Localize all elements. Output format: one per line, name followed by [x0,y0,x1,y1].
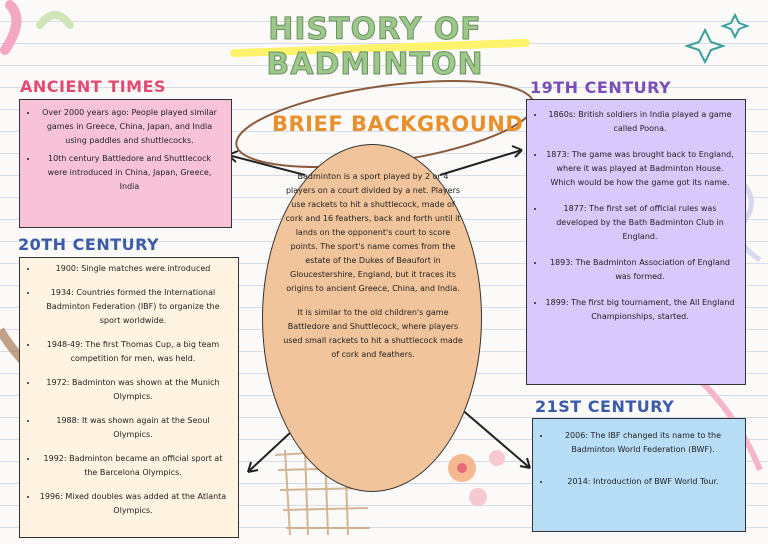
20th-item: • 1996: Mixed doubles was added at the Atlanta Olympics. [38,490,228,518]
19th-item: • 1899: The first big tournament, the All England Championships, started. [545,296,735,324]
21st-century-heading: 21ST CENTURY [535,397,675,416]
ancient-times-heading: ANCIENT TIMES [20,77,167,96]
20th-item: • 1992: Badminton became an official sport at the Barcelona Olympics. [38,452,228,480]
19th-century-box [526,99,746,385]
20th-item: • 1934: Countries formed the International Badminton Federation (IBF) to organize the sport worldwide. [38,286,228,328]
19th-item: • 1893: The Badminton Association of England was formed. [545,256,735,284]
20th-item: • 1988: It was shown again at the Seoul Olympics. [38,414,228,442]
brief-background-heading: BRIEF BACKGROUND [272,112,524,136]
center-text [282,170,464,372]
20th-century-box [19,257,239,538]
20th-century-heading: 20TH CENTURY [18,235,160,254]
19th-century-heading: 19TH CENTURY [530,78,672,97]
21st-item: • 2006: The IBF changed its name to the Badminton World Federation (BWF). [551,429,735,457]
flower-small-decoration [469,488,487,506]
flower-small-decoration-2 [489,450,505,466]
pink-squiggle-decoration [5,5,16,50]
20th-item: • 1900: Single matches were introduced [38,262,228,276]
19th-item: • 1860s: British soldiers in India played a game called Poona. [545,108,735,136]
center-paragraph-2: It is similar to the old children's game Battledore and Shuttlecock, where players used small rackets to hit a shuttlecock made of cork and feathers. [283,308,463,359]
green-squiggle-decoration [40,15,70,25]
sparkle-icon [687,30,723,62]
ancient-item: • Over 2000 years ago: People played similar games in Greece, China, Japan, and India using paddles and shuttlecocks. [38,106,221,148]
19th-item: • 1877: The first set of official rules was developed by the Bath Badminton Club in England. [545,202,735,244]
21st-century-box [532,418,746,532]
page-title: HISTORY OF BADMINTON [266,12,484,82]
ancient-item: • 10th century Battledore and Shuttlecock were introduced in China, Japan, Greece, India [38,152,221,194]
center-paragraph-1: Badminton is a sport played by 2 or 4 players on a court divided by a net. Players use rackets to hit a shuttlecock, made of cork and 16 feathers, back and forth until it lands on the opponent's court to score points. The sport's name comes from the estate of the Dukes of Beaufort in Gloucestershire, England, but it traces its origins to ancient Greece, China, and India. [285,172,461,293]
20th-item: • 1948-49: The first Thomas Cup, a big team competition for men, was held. [38,338,228,366]
sparkle-small-icon [723,15,747,37]
21st-item: • 2014: Introduction of BWF World Tour. [551,475,735,489]
ancient-times-box [19,99,232,228]
19th-item: • 1873: The game was brought back to England, where it was played at Badminton House. Which would be how the game got its name. [545,148,735,190]
20th-item: • 1972: Badminton was shown at the Munich Olympics. [38,376,228,404]
flower-center-decoration [457,463,467,473]
